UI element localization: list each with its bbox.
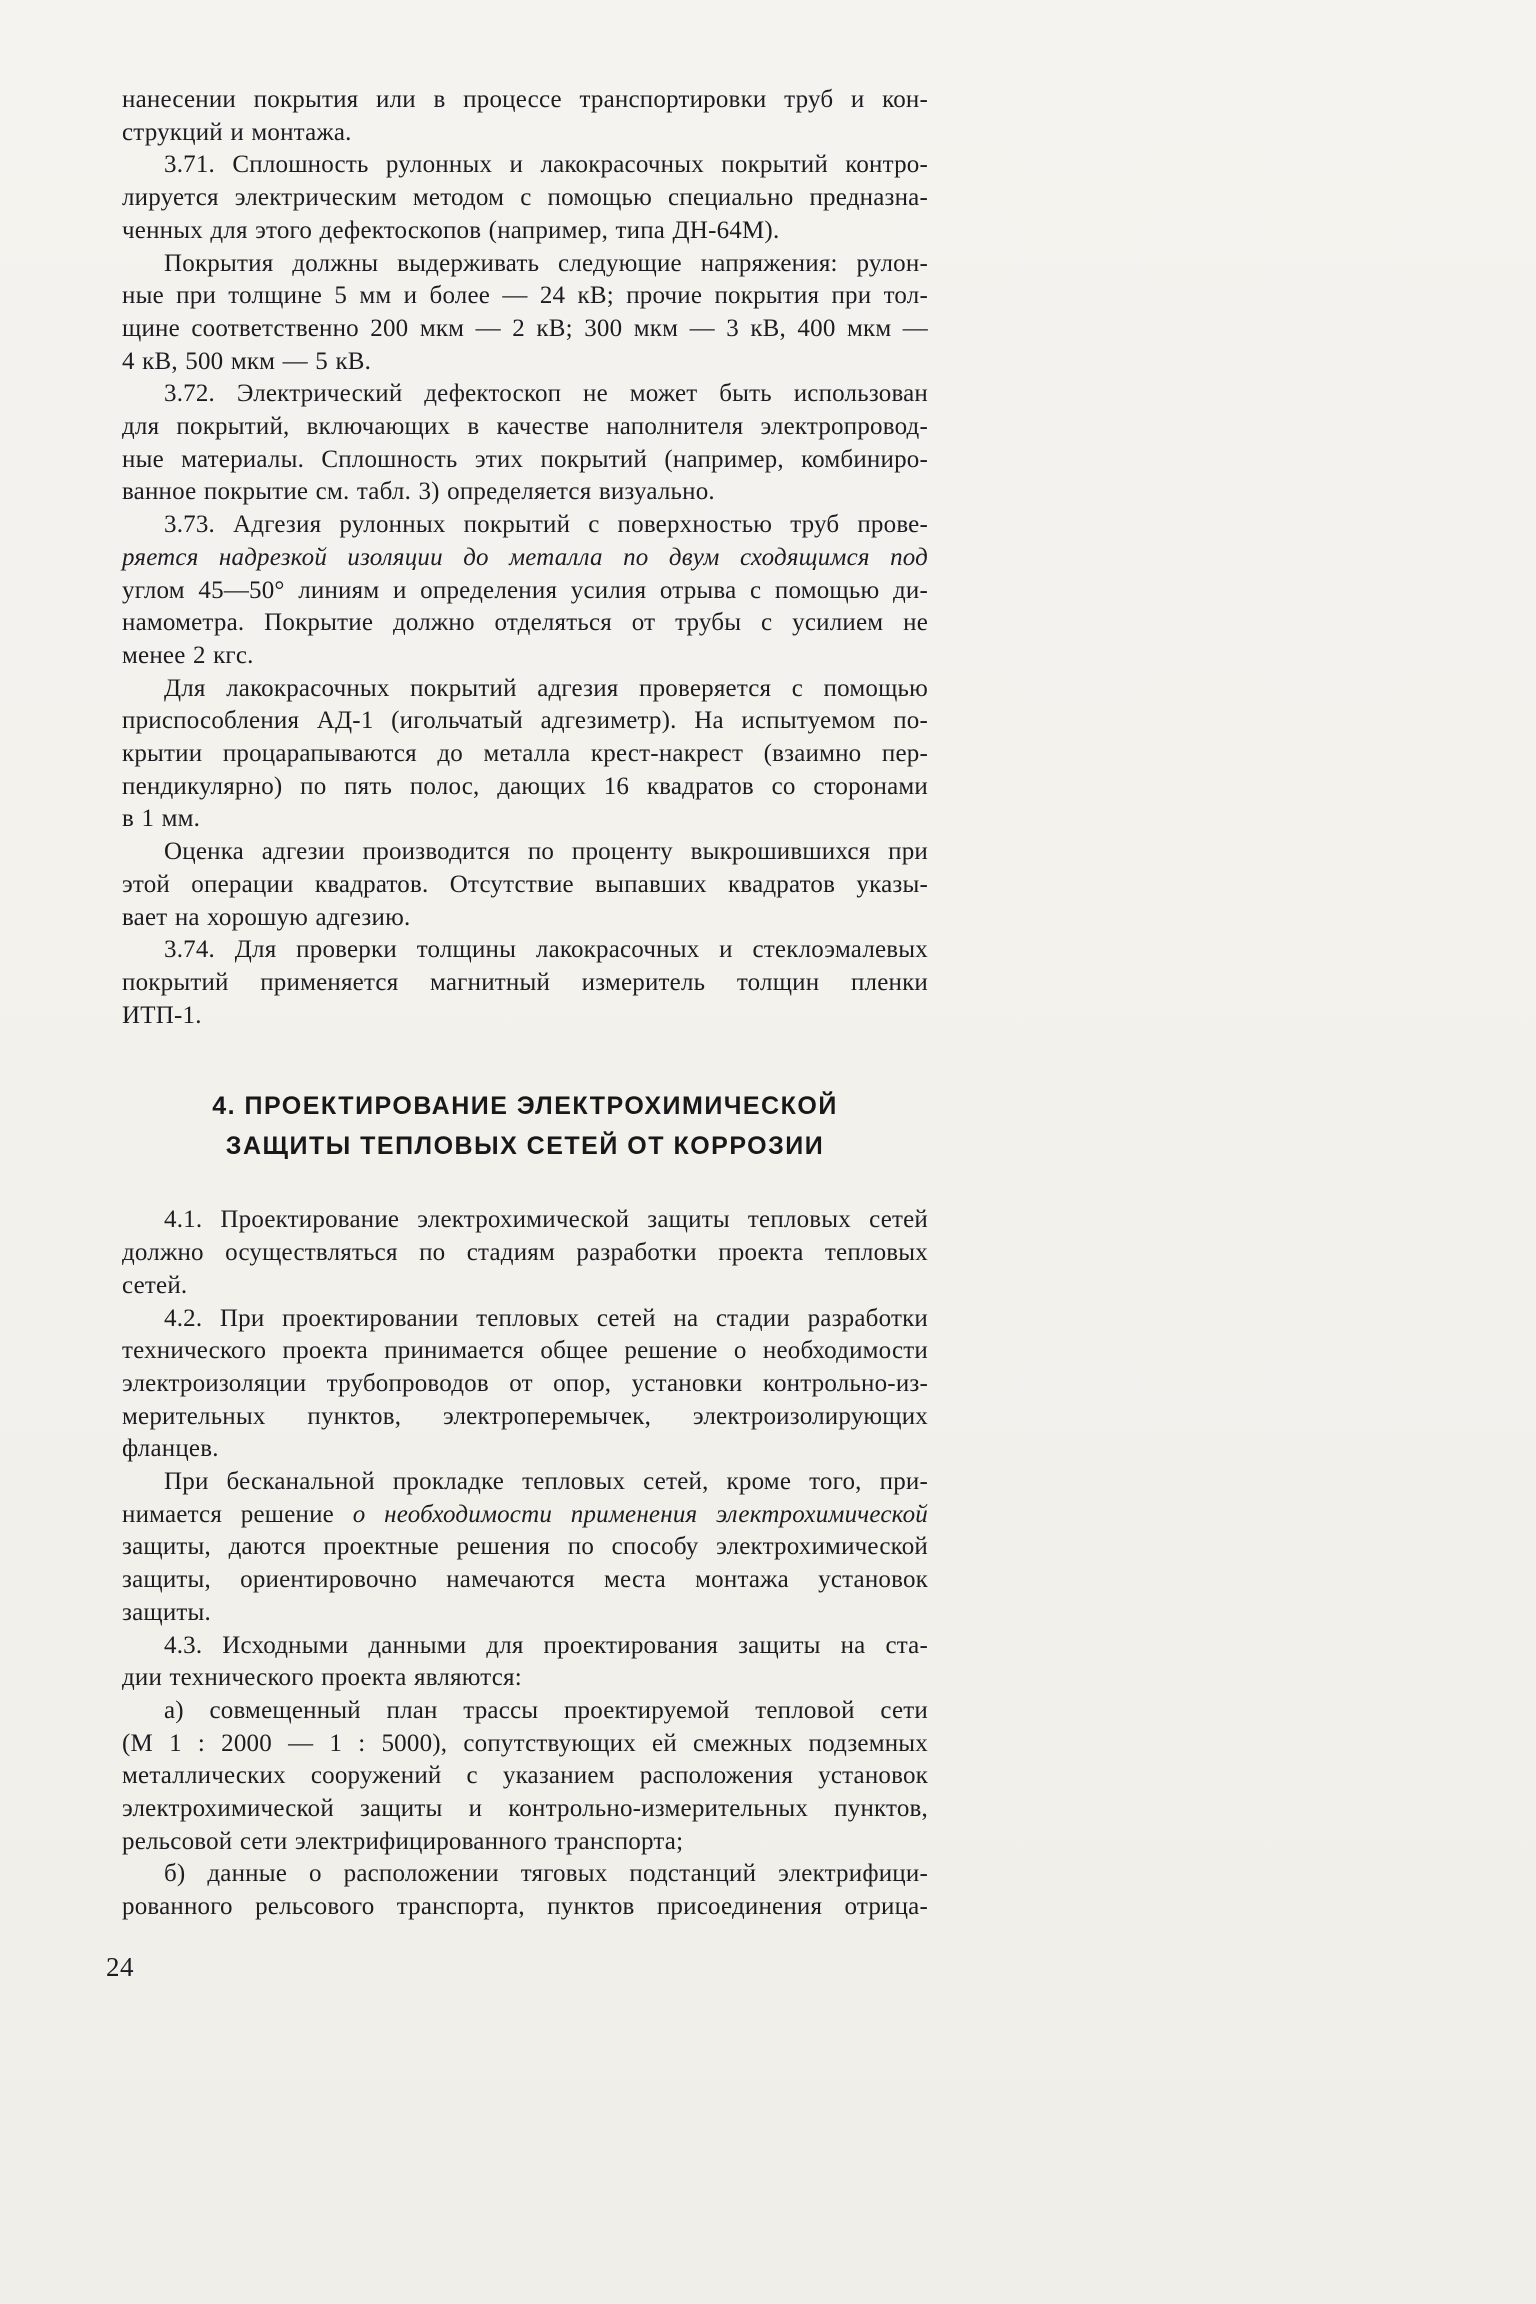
paragraph <box>122 84 928 149</box>
text-line: электроизоляции трубопроводов от опор, установки контрольно-из- <box>122 1369 928 1397</box>
text-line: защиты. <box>122 1598 211 1626</box>
text-line: рельсовой сети электрифицированного транспорта; <box>122 1827 684 1855</box>
text-line: ванное покрытие см. табл. 3) определяется визуально. <box>122 478 715 506</box>
text-line: 3.72. Электрический дефектоскоп не может быть использован <box>164 380 928 408</box>
text-line: этой операции квадратов. Отсутствие выпавших квадратов указы- <box>122 870 928 898</box>
text-line: крытии процарапываются до металла крест-накрест (взаимно пер- <box>122 740 928 768</box>
text-line: 3.74. Для проверки толщины лакокрасочных и стеклоэмалевых <box>164 936 928 964</box>
text-line: нанесении покрытия или в процессе транспортировки труб и кон- <box>122 86 928 113</box>
text-line: защиты, даются проектные решения по способу электрохимической <box>122 1533 928 1561</box>
text-column <box>122 84 928 1924</box>
text-line: ряется надрезкой изоляции до металла по двум сходящимся под <box>122 543 928 571</box>
text-line: Для лакокрасочных покрытий адгезия проверяется с помощью <box>164 674 928 702</box>
paragraph <box>122 149 928 247</box>
text-line: должно осуществляться по стадиям разработки проекта тепловых <box>122 1239 928 1267</box>
heading-line: ЗАЩИТЫ ТЕПЛОВЫХ СЕТЕЙ ОТ КОРРОЗИИ <box>225 1132 825 1161</box>
paragraph <box>122 1204 928 1302</box>
text-line: щине соответственно 200 мкм — 2 кВ; 300 мкм — 3 кВ, 400 мкм — <box>122 314 928 342</box>
text-line: ИТП-1. <box>122 1001 202 1029</box>
text-line: рованного рельсового транспорта, пунктов присоединения отрица- <box>122 1893 928 1921</box>
paragraph <box>122 1466 928 1630</box>
text-line: сетей. <box>122 1271 188 1299</box>
text-line: вает на хорошую адгезию. <box>122 903 411 931</box>
heading-line: 4. ПРОЕКТИРОВАНИЕ ЭЛЕКТРОХИМИЧЕСКОЙ <box>212 1092 838 1121</box>
text-line: струкций и монтажа. <box>122 118 352 146</box>
text-line: мерительных пунктов, электроперемычек, электроизолирующих <box>122 1402 928 1430</box>
text-line: При бесканальной прокладке тепловых сетей, кроме того, при- <box>164 1468 928 1496</box>
text-line: для покрытий, включающих в качестве наполнителя электропровод- <box>122 413 928 441</box>
text-line: ные при толщине 5 мм и более — 24 кВ; прочие покрытия при тол- <box>122 282 928 310</box>
text-line: 3.73. Адгезия рулонных покрытий с поверхностью труб прове- <box>164 511 928 539</box>
paragraph <box>122 378 928 509</box>
paragraph <box>122 1303 928 1467</box>
paragraph <box>122 934 928 1032</box>
text-line: приспособления АД-1 (игольчатый адгезиметр). На испытуемом по- <box>122 707 928 735</box>
paragraph <box>122 509 928 673</box>
text-line: 4 кВ, 500 мкм — 5 кВ. <box>122 347 372 375</box>
text-line: электрохимической защиты и контрольно-измерительных пунктов, <box>122 1795 928 1823</box>
text-line: нимается решение о необходимости применения электрохимической <box>122 1500 929 1528</box>
text-line: 4.2. При проектировании тепловых сетей на стадии разработки <box>164 1304 928 1332</box>
page-number: 24 <box>106 1952 134 1982</box>
text-line: Покрытия должны выдерживать следующие напряжения: рулон- <box>164 249 928 277</box>
text-line: защиты, ориентировочно намечаются места монтажа установок <box>122 1566 928 1594</box>
text-line: ные материалы. Сплошность этих покрытий (например, комбиниро- <box>122 445 928 473</box>
text-line: 3.71. Сплошность рулонных и лакокрасочных покрытий контро- <box>164 151 928 179</box>
text-line: пендикулярно) по пять полос, дающих 16 квадратов со сторонами <box>122 772 928 800</box>
paragraph <box>122 1695 928 1859</box>
text-line: покрытий применяется магнитный измеритель толщин пленки <box>122 968 928 996</box>
paragraph <box>122 1630 928 1695</box>
paragraph <box>122 673 928 837</box>
text-line: ченных для этого дефектоскопов (например, типа ДН-64М). <box>122 216 780 244</box>
section-heading <box>122 1086 928 1166</box>
text-line: технического проекта принимается общее решение о необходимости <box>122 1337 928 1365</box>
text-line: углом 45—50° линиям и определения усилия отрыва с помощью ди- <box>122 576 928 604</box>
paragraph <box>122 1858 928 1923</box>
text-line: фланцев. <box>122 1435 219 1463</box>
text-line: 4.1. Проектирование электрохимической защиты тепловых сетей <box>164 1206 928 1234</box>
text-line: Оценка адгезии производится по проценту выкрошившихся при <box>164 838 928 866</box>
text-line: менее 2 кгс. <box>122 641 254 669</box>
paragraph <box>122 836 928 934</box>
text-line: а) совмещенный план трассы проектируемой тепловой сети <box>164 1696 928 1724</box>
text-line: б) данные о расположении тяговых подстанций электрифици- <box>164 1860 928 1888</box>
text-line: дии технического проекта являются: <box>122 1664 522 1692</box>
text-line: металлических сооружений с указанием расположения установок <box>122 1762 928 1790</box>
text-line: (М 1 : 2000 — 1 : 5000), сопутствующих ей смежных подземных <box>122 1729 928 1757</box>
text-line: намометра. Покрытие должно отделяться от трубы с усилием не <box>122 609 928 637</box>
text-line: в 1 мм. <box>122 805 201 833</box>
paragraph <box>122 248 928 379</box>
text-line: лируется электрическим методом с помощью специально предназна- <box>122 184 928 212</box>
text-line: 4.3. Исходными данными для проектирования защиты на ста- <box>164 1631 928 1659</box>
